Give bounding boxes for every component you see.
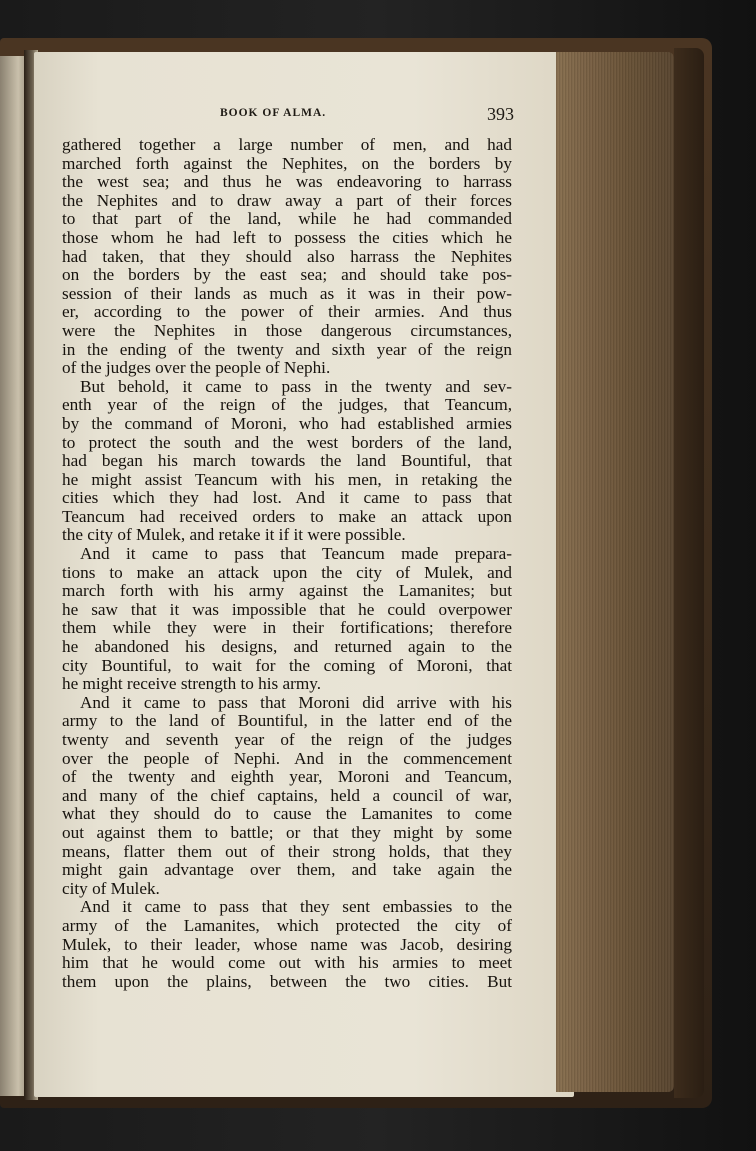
text-line: army of the Lamanites, which protected the city of: [62, 915, 512, 935]
text-line: had taken, that they should also harrass the Nephites: [62, 246, 512, 266]
text-line: marched forth against the Nephites, on the borders by: [62, 153, 512, 173]
text-line: he saw that it was impossible that he could overpower: [62, 599, 512, 619]
text-line: those whom he had left to possess the cities which he: [62, 227, 512, 247]
text-line: and many of the chief captains, held a council of war,: [62, 785, 512, 805]
text-line: of the judges over the people of Nephi.: [62, 358, 331, 378]
text-line: army to the land of Bountiful, in the latter end of the: [62, 711, 512, 731]
text-line: might gain advantage over them, and take again the: [62, 860, 512, 880]
cover-edge: [674, 48, 704, 1098]
text-line: city of Mulek.: [62, 878, 160, 898]
text-line: had began his march towards the land Bountiful, that: [62, 451, 512, 471]
text-line: gathered together a large number of men, and had: [62, 135, 512, 154]
text-line: to that part of the land, while he had commanded: [62, 209, 512, 229]
text-line: on the borders by the east sea; and should take pos-: [62, 265, 512, 285]
text-line: session of their lands as much as it was in their pow-: [62, 283, 512, 303]
text-line: him that he would come out with his armies to meet: [62, 953, 512, 973]
text-line: Mulek, to their leader, whose name was Jacob, desiring: [62, 934, 512, 954]
text-line: tions to make an attack upon the city of Mulek, and: [62, 562, 512, 582]
text-line: And it came to pass that Moroni did arrive with his: [80, 692, 512, 712]
text-line: the city of Mulek, and retake it if it were possible.: [62, 525, 406, 545]
running-head: BOOK OF ALMA.: [220, 107, 327, 119]
text-line: them upon the plains, between the two cities. But: [62, 971, 512, 991]
text-line: he abandoned his designs, and returned again to the: [62, 637, 512, 657]
text-line: them while they were in their fortifications; therefore: [62, 618, 512, 638]
body-text: [62, 136, 512, 991]
text-line: And it came to pass that they sent embassies to the: [80, 897, 512, 917]
text-line: enth year of the reign of the judges, that Teancum,: [62, 395, 512, 415]
text-line: march forth with his army against the Lamanites; but: [62, 581, 512, 601]
page-header: [62, 104, 518, 128]
text-line: But behold, it came to pass in the twenty and sev-: [80, 376, 512, 396]
text-line: of the twenty and eighth year, Moroni and Teancum,: [62, 767, 512, 787]
text-line: er, according to the power of their armies. And thus: [62, 302, 512, 322]
text-line: in the ending of the twenty and sixth year of the reign: [62, 339, 512, 359]
text-line: Teancum had received orders to make an attack upon: [62, 506, 512, 526]
text-line: out against them to battle; or that they might by some: [62, 822, 512, 842]
text-line: twenty and seventh year of the reign of the judges: [62, 730, 512, 749]
text-line: cities which they had lost. And it came to pass that: [62, 488, 512, 508]
text-line: were the Nephites in those dangerous circumstances,: [62, 320, 512, 340]
page-number: 393: [487, 104, 514, 124]
text-line: city Bountiful, to wait for the coming of Moroni, that: [62, 655, 512, 675]
text-line: the west sea; and thus he was endeavoring to harrass: [62, 172, 512, 192]
page-block-edges: [556, 52, 674, 1092]
text-line: over the people of Nephi. And in the commencement: [62, 748, 512, 768]
text-line: he might assist Teancum with his men, in retaking the: [62, 469, 512, 489]
facing-page-edge: [0, 56, 26, 1096]
text-line: the Nephites and to draw away a part of their forces: [62, 190, 512, 210]
text-line: to protect the south and the west borders of the land,: [62, 432, 512, 452]
text-line: And it came to pass that Teancum made prepara-: [80, 544, 512, 564]
text-line: what they should do to cause the Lamanites to come: [62, 804, 512, 824]
text-line: means, flatter them out of their strong holds, that they: [62, 841, 512, 861]
text-line: by the command of Moroni, who had established armies: [62, 413, 512, 433]
text-line: he might receive strength to his army.: [62, 674, 322, 694]
